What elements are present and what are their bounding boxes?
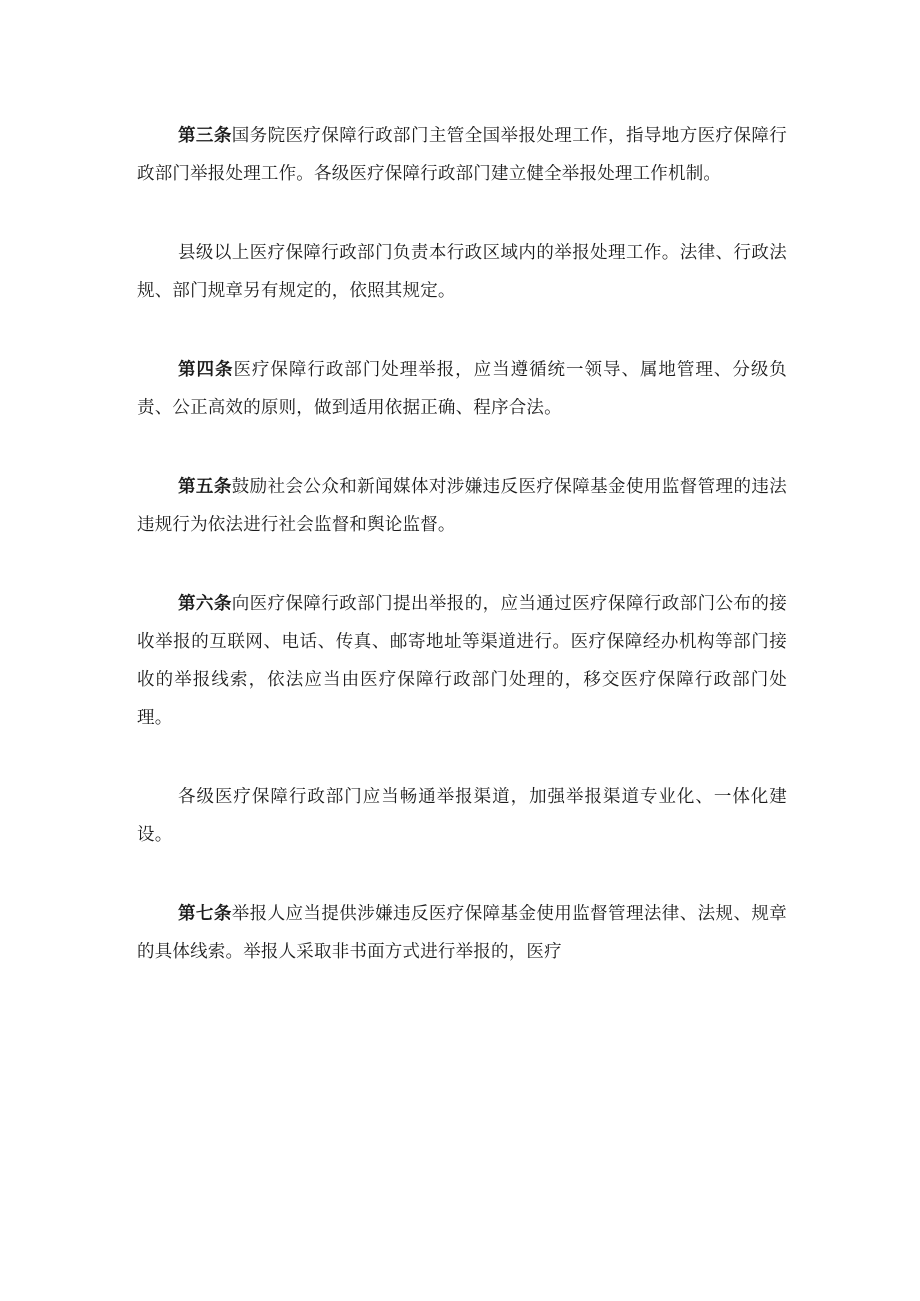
paragraph-text: 县级以上医疗保障行政部门负责本行政区域内的举报处理工作。法律、行政法规、部门规章另有规定的，依照其规定。 [137, 243, 787, 301]
paragraph-text: 各级医疗保障行政部门应当畅通举报渠道，加强举报渠道专业化、一体化建设。 [137, 787, 787, 845]
paragraph-text: 向医疗保障行政部门提出举报的，应当通过医疗保障行政部门公布的接收举报的互联网、电话、传真、邮寄地址等渠道进行。医疗保障经办机构等部门接收的举报线索，依法应当由医疗保障行政部门处理的，移交医疗保障行政部门处理。 [137, 594, 787, 728]
article-number: 第四条 [178, 360, 234, 380]
paragraph-article-6-clause-2 [137, 778, 787, 854]
paragraph-text: 国务院医疗保障行政部门主管全国举报处理工作，指导地方医疗保障行政部门举报处理工作。各级医疗保障行政部门建立健全举报处理工作机制。 [137, 126, 787, 184]
article-number: 第五条 [178, 477, 232, 497]
paragraph-article-6 [137, 585, 787, 737]
paragraph-text: 医疗保障行政部门处理举报，应当遵循统一领导、属地管理、分级负责、公正高效的原则，做到适用依据正确、程序合法。 [137, 360, 787, 418]
paragraph-article-4 [137, 351, 787, 427]
paragraph-article-3 [137, 117, 787, 193]
paragraph-text: 举报人应当提供涉嫌违反医疗保障基金使用监督管理法律、法规、规章的具体线索。举报人采取非书面方式进行举报的，医疗 [137, 904, 787, 962]
document-body [137, 117, 787, 1012]
article-number: 第六条 [178, 594, 232, 614]
article-number: 第三条 [178, 126, 232, 146]
paragraph-article-7 [137, 895, 787, 971]
paragraph-article-5 [137, 468, 787, 544]
paragraph-article-3-clause-2 [137, 234, 787, 310]
paragraph-text: 鼓励社会公众和新闻媒体对涉嫌违反医疗保障基金使用监督管理的违法违规行为依法进行社会监督和舆论监督。 [137, 477, 787, 535]
article-number: 第七条 [178, 904, 232, 924]
